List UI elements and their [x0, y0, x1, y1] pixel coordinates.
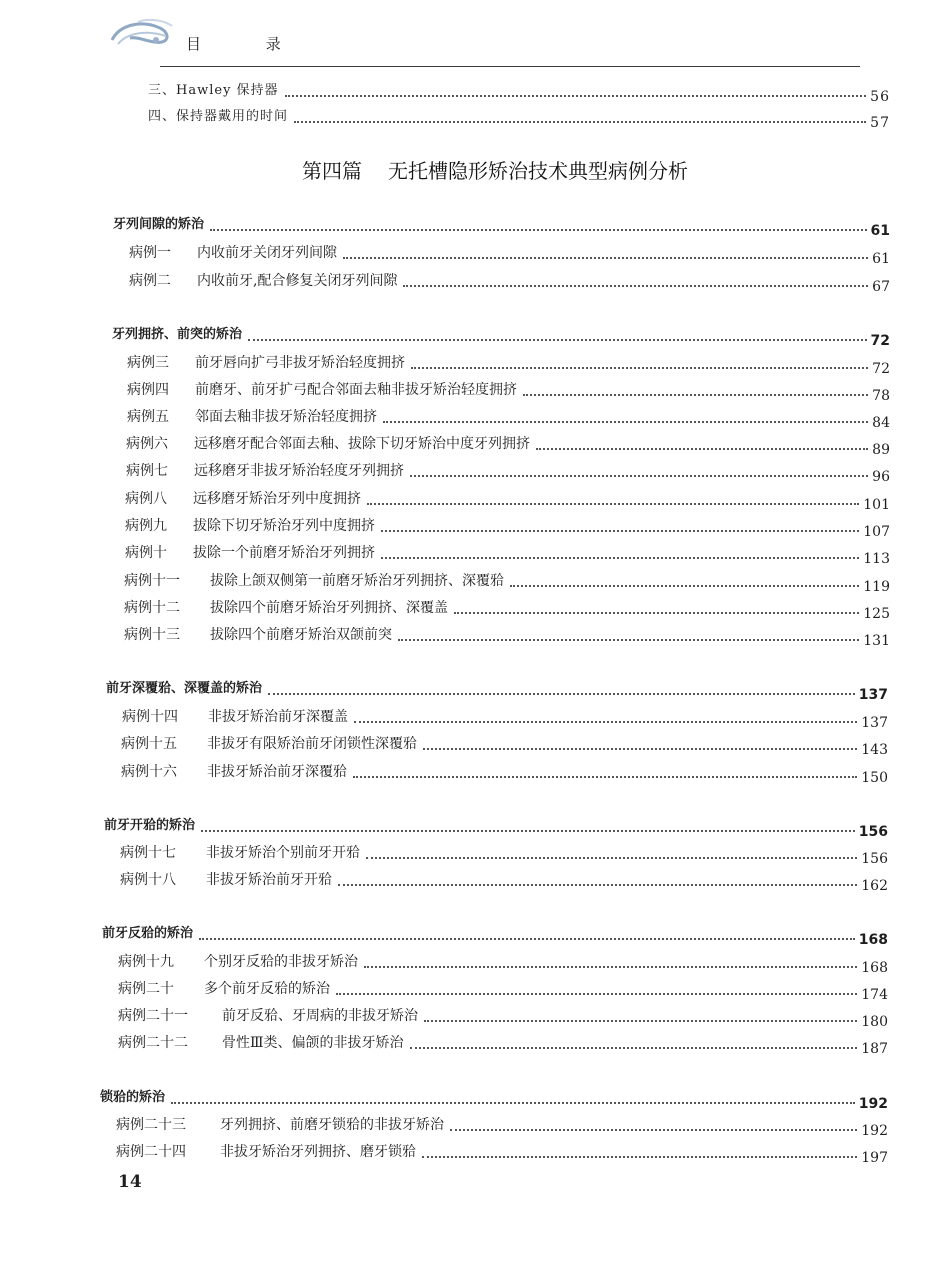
toc-case-entry	[116, 1112, 888, 1139]
toc-section-heading	[102, 921, 888, 948]
entry-title: 骨性Ⅲ类、偏颌的非拔牙矫治	[222, 1035, 404, 1051]
dot-leader	[510, 585, 859, 587]
toc-section-heading	[100, 1085, 888, 1112]
entry-number: 病例二十四	[116, 1144, 186, 1160]
page-number-ref: 197	[861, 1150, 888, 1166]
entry-title: 牙列间隙的矫治	[113, 217, 205, 232]
entry-title: 保持器戴用的时间	[176, 109, 289, 124]
toc-case-entry	[126, 458, 890, 485]
entry-title: 远移磨牙配合邻面去釉、拔除下切牙矫治中度牙列拥挤	[194, 436, 530, 452]
toc-case-entry	[118, 949, 888, 976]
entry-title: 前牙深覆𬌗、深覆盖的矫治	[106, 681, 263, 696]
page-number-ref: 67	[872, 279, 890, 295]
part-title	[0, 155, 950, 184]
dot-leader	[383, 421, 868, 423]
entry-title: 锁𬌗的矫治	[100, 1090, 166, 1105]
dot-leader	[353, 776, 857, 778]
toc-case-entry	[125, 513, 890, 540]
page-number-ref: 143	[861, 742, 888, 758]
page-number-ref: 156	[858, 824, 888, 840]
dot-leader	[199, 938, 855, 940]
dot-leader	[294, 121, 866, 123]
dot-leader	[422, 1156, 857, 1158]
page-number-ref: 192	[858, 1096, 888, 1112]
dot-leader	[398, 639, 859, 641]
page-number-ref: 168	[858, 932, 888, 948]
entry-title: 非拔牙矫治前牙深覆𬌗	[207, 764, 347, 780]
entry-number: 病例二十三	[116, 1117, 186, 1133]
dot-leader	[536, 448, 868, 450]
page-number-ref: 78	[872, 388, 890, 404]
dot-leader	[201, 830, 855, 832]
toc-case-entry	[125, 486, 890, 513]
entry-title: 个别牙反𬌗的非拔牙矫治	[204, 954, 358, 970]
dot-leader	[364, 966, 857, 968]
page-number-ref: 192	[861, 1123, 888, 1139]
entry-title: 非拔牙矫治牙列拥挤、磨牙锁𬌗	[220, 1144, 416, 1160]
entry-number: 病例十九	[118, 954, 174, 970]
page-number-ref: 113	[863, 551, 890, 567]
page-number-ref: 56	[870, 89, 890, 105]
page-number-ref: 131	[863, 633, 890, 649]
dot-leader	[424, 1020, 857, 1022]
toc-case-entry	[127, 404, 890, 431]
toc-case-entry	[122, 704, 888, 731]
entry-title: 多个前牙反𬌗的矫治	[204, 981, 330, 997]
dot-leader	[248, 339, 867, 341]
page-number-ref: 180	[861, 1014, 888, 1030]
page-number-ref: 101	[863, 497, 890, 513]
page-number-ref: 156	[861, 851, 888, 867]
page-number-ref: 137	[858, 687, 888, 703]
dot-leader	[411, 367, 868, 369]
entry-title: 拔除四个前磨牙矫治双颌前突	[210, 627, 392, 643]
toc-case-entry	[121, 731, 888, 758]
toc-section-heading	[106, 676, 888, 703]
dot-leader	[268, 693, 855, 695]
entry-number: 病例七	[126, 463, 168, 479]
page-header	[0, 0, 950, 70]
entry-title: 牙列拥挤、前磨牙锁𬌗的非拔牙矫治	[220, 1117, 444, 1133]
toc-case-entry	[129, 268, 890, 295]
dot-leader	[403, 285, 868, 287]
entry-number: 病例十五	[121, 736, 177, 752]
dot-leader	[450, 1129, 857, 1131]
page-number-ref: 150	[861, 770, 888, 786]
page-number-ref: 187	[861, 1041, 888, 1057]
entry-title: 邻面去釉非拔牙矫治轻度拥挤	[195, 409, 377, 425]
page-number-ref: 89	[872, 442, 890, 458]
entry-number: 病例十八	[120, 872, 176, 888]
entry-title: 拔除上颌双侧第一前磨牙矫治牙列拥挤、深覆𬌗	[210, 573, 504, 589]
entry-title: 前牙开𬌗的矫治	[104, 818, 196, 833]
dot-leader	[354, 721, 857, 723]
entry-number: 病例十四	[122, 709, 178, 725]
entry-number: 病例十二	[124, 600, 180, 616]
page-number-ref: 168	[861, 960, 888, 976]
header-title: 目 录	[186, 35, 311, 53]
page-number-ref: 84	[872, 415, 890, 431]
toc-case-entry	[125, 540, 890, 567]
entry-number: 四、	[148, 109, 177, 124]
entry-number: 病例十三	[124, 627, 180, 643]
entry-number: 病例一	[129, 245, 171, 261]
toc-case-entry	[129, 240, 890, 267]
entry-number: 病例六	[126, 436, 168, 452]
page-number-ref: 107	[863, 524, 890, 540]
toc-case-entry	[120, 867, 888, 894]
entry-title: 前牙反𬌗、牙周病的非拔牙矫治	[222, 1008, 418, 1024]
entry-title: 前牙唇向扩弓非拔牙矫治轻度拥挤	[195, 355, 405, 371]
page-number-ref: 162	[861, 878, 888, 894]
toc-case-entry	[116, 1139, 888, 1166]
dot-leader	[210, 229, 867, 231]
dot-leader	[285, 95, 867, 97]
toc-case-entry	[121, 759, 888, 786]
entry-title: Hawley 保持器	[176, 83, 279, 98]
entry-number: 病例十七	[120, 845, 176, 861]
toc-section-heading	[113, 212, 890, 239]
dot-leader	[523, 394, 868, 396]
page-number-ref: 61	[870, 223, 890, 239]
toc-case-entry	[124, 622, 890, 649]
dot-leader	[336, 993, 857, 995]
entry-title: 拔除四个前磨牙矫治牙列拥挤、深覆盖	[210, 600, 448, 616]
entry-title: 远移磨牙非拔牙矫治轻度牙列拥挤	[194, 463, 404, 479]
toc-entry	[148, 78, 890, 105]
entry-number: 三、	[148, 83, 177, 98]
toc-entry	[148, 104, 890, 131]
toc-section-heading	[112, 322, 890, 349]
toc-case-entry	[127, 377, 890, 404]
entry-number: 病例九	[125, 518, 167, 534]
entry-title: 非拔牙矫治前牙深覆盖	[208, 709, 348, 725]
page-number-ref: 119	[863, 579, 890, 595]
entry-number: 病例二十一	[118, 1008, 188, 1024]
entry-number: 病例八	[125, 491, 167, 507]
page-number-ref: 125	[863, 606, 890, 622]
header-rule	[160, 66, 860, 67]
entry-number: 病例五	[127, 409, 169, 425]
part-label: 第四篇	[302, 159, 362, 183]
page-number-ref: 72	[872, 361, 890, 377]
toc-case-entry	[118, 976, 888, 1003]
entry-number: 病例三	[127, 355, 169, 371]
dot-leader	[366, 857, 857, 859]
toc-case-entry	[124, 595, 890, 622]
entry-title: 非拔牙矫治个别前牙开𬌗	[206, 845, 360, 861]
entry-title: 非拔牙有限矫治前牙闭锁性深覆𬌗	[207, 736, 417, 752]
page-number-ref: 96	[872, 469, 890, 485]
page-number-ref: 174	[861, 987, 888, 1003]
page-number-ref: 72	[870, 333, 890, 349]
entry-title: 前磨牙、前牙扩弓配合邻面去釉非拔牙矫治轻度拥挤	[195, 382, 517, 398]
entry-number: 病例十六	[121, 764, 177, 780]
entry-title: 内收前牙关闭牙列间隙	[197, 245, 337, 261]
entry-title: 拔除一个前磨牙矫治牙列拥挤	[193, 545, 375, 561]
dot-leader	[171, 1102, 855, 1104]
page-number: 14	[118, 1172, 142, 1192]
entry-number: 病例二十	[118, 981, 174, 997]
page-number-ref: 61	[872, 251, 890, 267]
toc-case-entry	[118, 1003, 888, 1030]
entry-title: 前牙反𬌗的矫治	[102, 926, 194, 941]
entry-title: 非拔牙矫治前牙开𬌗	[206, 872, 332, 888]
entry-number: 病例十	[125, 545, 167, 561]
dot-leader	[423, 748, 857, 750]
entry-title: 拔除下切牙矫治牙列中度拥挤	[193, 518, 375, 534]
toc-case-entry	[120, 840, 888, 867]
toc-case-entry	[127, 350, 890, 377]
dot-leader	[381, 530, 859, 532]
dot-leader	[410, 475, 868, 477]
entry-title: 牙列拥挤、前突的矫治	[112, 327, 243, 342]
toc-section-heading	[104, 813, 888, 840]
entry-number: 病例十一	[124, 573, 180, 589]
dot-leader	[367, 503, 859, 505]
toc-case-entry	[126, 431, 890, 458]
toc-case-entry	[118, 1030, 888, 1057]
entry-number: 病例二	[129, 273, 171, 289]
entry-number: 病例二十二	[118, 1035, 188, 1051]
swirl-logo-icon	[108, 14, 178, 50]
dot-leader	[410, 1047, 858, 1049]
toc-case-entry	[124, 568, 890, 595]
part-heading: 无托槽隐形矫治技术典型病例分析	[388, 159, 688, 183]
page-number-ref: 137	[861, 715, 888, 731]
dot-leader	[381, 557, 859, 559]
dot-leader	[454, 612, 859, 614]
entry-number: 病例四	[127, 382, 169, 398]
dot-leader	[338, 884, 857, 886]
entry-title: 内收前牙,配合修复关闭牙列间隙	[197, 273, 398, 289]
dot-leader	[343, 257, 868, 259]
entry-title: 远移磨牙矫治牙列中度拥挤	[193, 491, 361, 507]
page-number-ref: 57	[870, 115, 890, 131]
